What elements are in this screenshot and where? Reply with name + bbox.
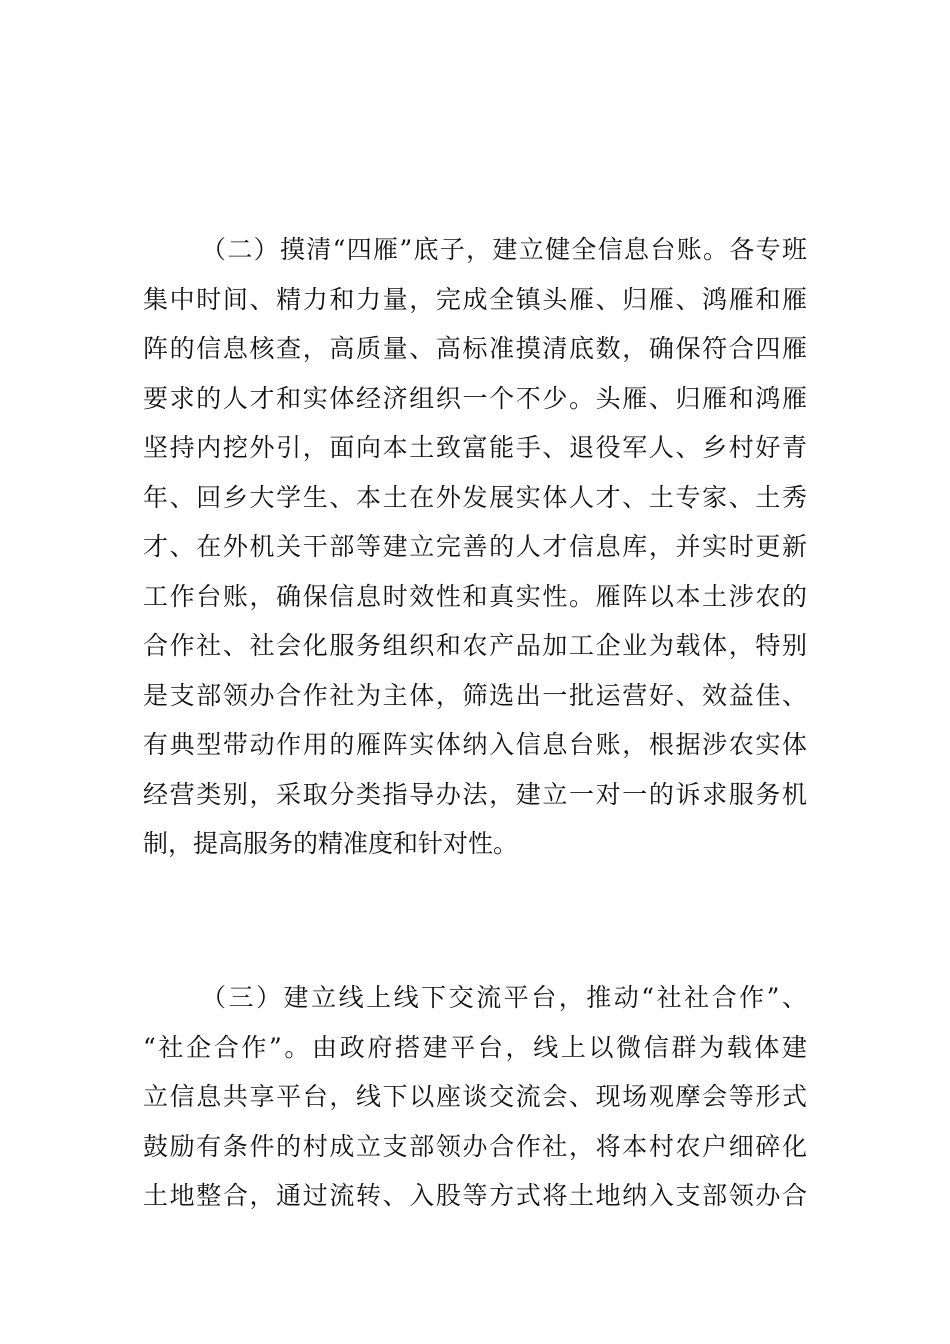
paragraph-line: 要求的人才和实体经济组织一个不少。头雁、归雁和鸿雁 bbox=[143, 383, 807, 413]
paragraph-section-three bbox=[143, 973, 807, 1221]
paragraph-line: 坚持内挖外引，面向本土致富能手、退役军人、乡村好青 bbox=[143, 433, 807, 462]
paragraph-line: 集中时间、精力和力量，完成全镇头雁、归雁、鸿雁和雁 bbox=[143, 284, 807, 314]
paragraph-line: 是支部领办合作社为主体，筛选出一批运营好、效益佳、 bbox=[143, 680, 807, 710]
paragraph-line: 阵的信息核查，高质量、高标准摸清底数，确保符合四雁 bbox=[143, 334, 807, 363]
paragraph-line: 立信息共享平台，线下以座谈交流会、现场观摩会等形式 bbox=[143, 1082, 807, 1111]
paragraph-line: 合作社、社会化服务组织和农产品加工企业为载体，特别 bbox=[143, 631, 807, 660]
paragraph-line: 土地整合，通过流转、入股等方式将土地纳入支部领办合 bbox=[143, 1181, 807, 1210]
paragraph-section-two bbox=[143, 225, 807, 869]
paragraph-line: 有典型带动作用的雁阵实体纳入信息台账，根据涉农实体 bbox=[143, 730, 807, 759]
paragraph-line: （二）摸清“四雁”底子，建立健全信息台账。各专班 bbox=[201, 235, 807, 264]
paragraph-line: 年、回乡大学生、本土在外发展实体人才、土专家、土秀 bbox=[143, 482, 807, 512]
paragraph-line: 鼓励有条件的村成立支部领办合作社，将本村农户细碎化 bbox=[143, 1131, 807, 1161]
paragraph-line: “社企合作”。由政府搭建平台，线上以微信群为载体建 bbox=[143, 1032, 807, 1062]
paragraph-line: （三）建立线上线下交流平台，推动“社社合作”、 bbox=[201, 983, 807, 1012]
paragraph-line: 经营类别，采取分类指导办法，建立一对一的诉求服务机 bbox=[143, 779, 807, 809]
paragraph-line: 才、在外机关干部等建立完善的人才信息库，并实时更新 bbox=[143, 532, 807, 561]
paragraph-line: 工作台账，确保信息时效性和真实性。雁阵以本土涉农的 bbox=[143, 581, 807, 611]
paragraph-line: 制，提高服务的精准度和针对性。 bbox=[143, 829, 519, 858]
